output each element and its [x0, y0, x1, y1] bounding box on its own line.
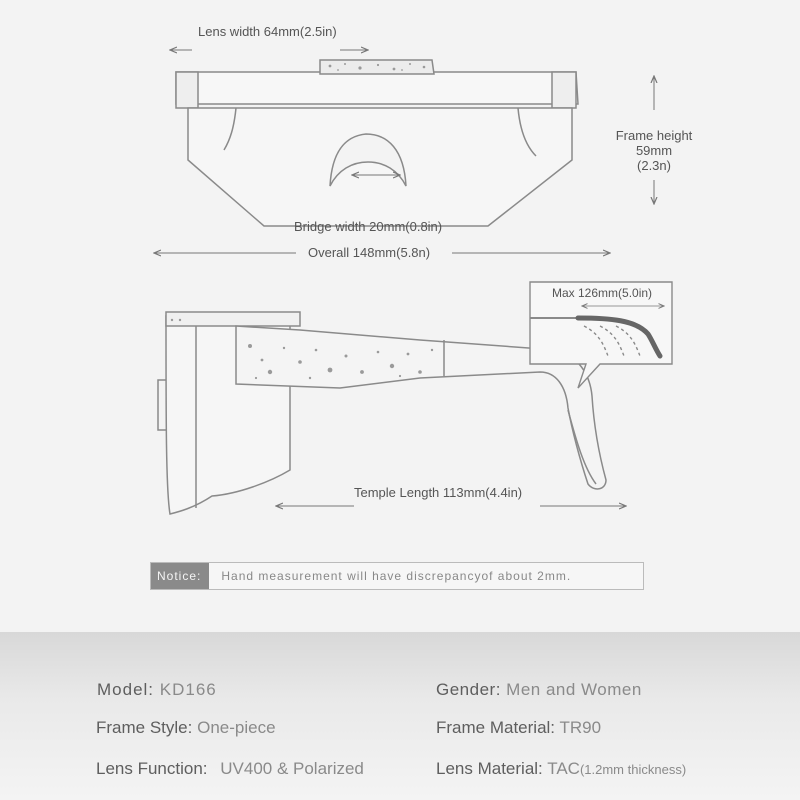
notice-tag: Notice:: [151, 563, 209, 589]
lens-width-label: Lens width 64mm(2.5in): [198, 24, 337, 39]
frame-height-label: [612, 128, 696, 173]
spec-lens-material-note: (1.2mm thickness): [579, 762, 687, 777]
spec-lens-function-label: Lens Function:: [96, 759, 208, 778]
spec-frame-material-value: TR90: [559, 718, 602, 737]
bridge-width-label: Bridge width 20mm(0.8in): [294, 219, 443, 234]
frame-height-mm: 59mm: [635, 143, 673, 158]
spec-lens-material-value: TAC: [547, 759, 580, 778]
spec-panel: [0, 632, 800, 800]
spec-lens-material-label: Lens Material:: [436, 759, 543, 778]
frame-height-title: Frame height: [615, 128, 693, 143]
notice-message: Hand measurement will have discrepancyof about 2mm.: [221, 569, 572, 583]
overall-label: Overall 148mm(5.8n): [308, 245, 431, 260]
spec-model-label: Model:: [97, 680, 155, 699]
temple-length-label: Temple Length 113mm(4.4in): [354, 485, 523, 500]
spec-lens-function: [96, 759, 364, 779]
spec-lens-function-value: UV400 & Polarized: [220, 759, 364, 778]
notice-box: [150, 562, 644, 590]
spec-model-value: KD166: [159, 680, 217, 699]
spec-frame-material: [436, 718, 601, 738]
spec-gender: [436, 680, 642, 700]
spec-frame-style: [96, 718, 276, 738]
spec-frame-style-value: One-piece: [197, 718, 276, 737]
spec-model: [97, 680, 217, 700]
spec-frame-style-label: Frame Style:: [96, 718, 193, 737]
spec-gender-label: Gender:: [436, 680, 501, 699]
front-view: [176, 60, 578, 226]
spec-frame-material-label: Frame Material:: [436, 718, 556, 737]
spec-lens-material: [436, 759, 686, 780]
frame-height-in: (2.3n): [637, 158, 671, 173]
spec-gender-value: Men and Women: [506, 680, 642, 699]
temple-max-label: Max 126mm(5.0in): [552, 286, 653, 300]
